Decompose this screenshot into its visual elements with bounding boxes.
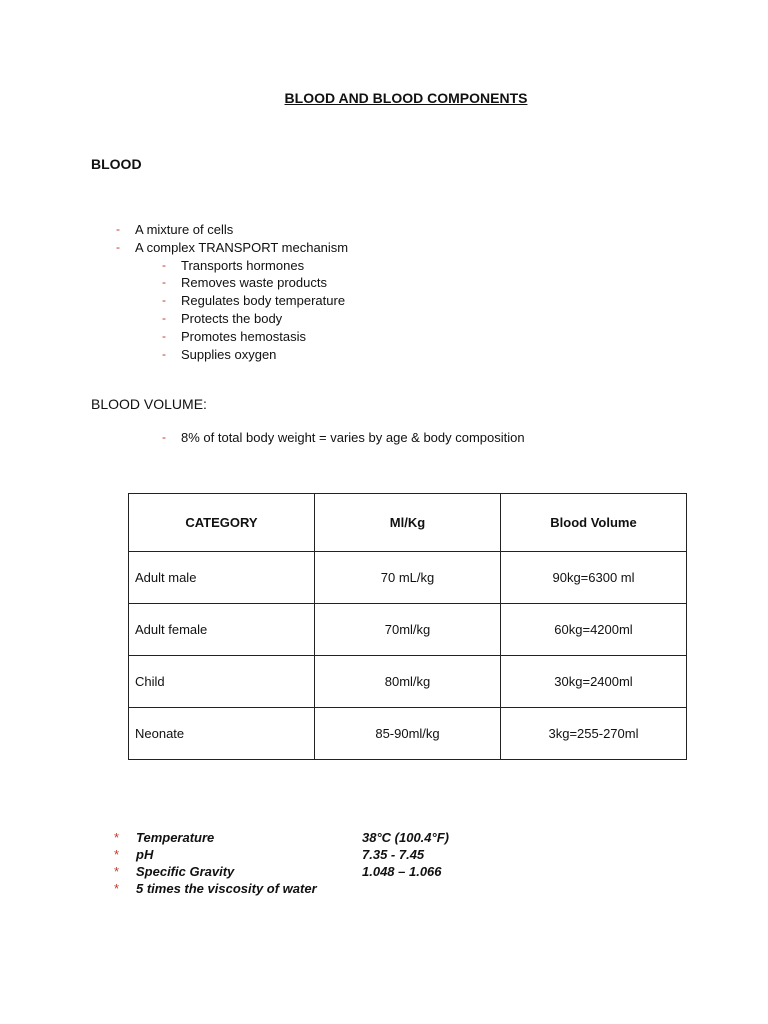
asterisk-marker: * [114,830,120,845]
cell-blood-volume: 30kg=2400ml [501,656,687,708]
blood-properties-list [114,829,449,897]
property-value: 38°C (100.4°F) [362,830,449,845]
cell-blood-volume: 60kg=4200ml [501,604,687,656]
table-row [129,604,687,656]
property-viscosity [114,880,317,897]
blood-bullet-list [116,221,348,363]
blood-volume-heading: BLOOD VOLUME: [91,396,207,412]
list-item: - A mixture of cells [116,222,234,237]
bullet-marker: - [162,293,166,308]
blood-volume-list [162,429,525,447]
header-category: CATEGORY [129,494,315,552]
document-title: BLOOD AND BLOOD COMPONENTS [284,90,528,106]
cell-blood-volume: 90kg=6300 ml [501,552,687,604]
cell-ml-kg: 80ml/kg [315,656,501,708]
asterisk-marker: * [114,864,120,879]
asterisk-marker: * [114,881,120,896]
cell-category: Adult male [129,552,315,604]
bullet-marker: - [162,328,166,343]
transport-sub-list [162,257,348,364]
bullet-marker: - [162,346,166,361]
list-item: - Promotes hemostasis [162,328,306,344]
property-specific-gravity [114,863,442,880]
property-label: Temperature [136,830,215,845]
bullet-marker: - [116,222,120,236]
cell-blood-volume: 3kg=255-270ml [501,708,687,760]
list-item: - Transports hormones [162,257,305,273]
table-row [129,708,687,760]
list-item: - 8% of total body weight = varies by age & body composition [162,430,525,445]
list-item: - Supplies oxygen [162,346,277,362]
section-heading-blood: BLOOD [91,156,142,172]
cell-category: Child [129,656,315,708]
header-ml-kg: Ml/Kg [315,494,501,552]
list-item: - Protects the body [162,310,283,326]
list-item: - A complex TRANSPORT mechanism [116,239,349,255]
header-blood-volume: Blood Volume [501,494,687,552]
bullet-marker: - [162,430,166,444]
property-ph [114,846,425,863]
property-value: 1.048 – 1.066 [362,864,442,879]
cell-ml-kg: 85-90ml/kg [315,708,501,760]
list-item: - Removes waste products [162,275,327,291]
asterisk-marker: * [114,847,120,862]
table-header-row [129,494,687,552]
cell-ml-kg: 70ml/kg [315,604,501,656]
property-label: Specific Gravity [136,864,235,879]
property-temperature [114,829,449,846]
bullet-marker: - [116,239,120,254]
blood-volume-table [128,493,687,760]
cell-category: Adult female [129,604,315,656]
list-item: - Regulates body temperature [162,293,346,309]
bullet-marker: - [162,310,166,325]
cell-ml-kg: 70 mL/kg [315,552,501,604]
property-label: 5 times the viscosity of water [136,881,317,896]
bullet-marker: - [162,257,166,272]
table-row [129,552,687,604]
property-value: 7.35 - 7.45 [362,847,425,862]
cell-category: Neonate [129,708,315,760]
table-row [129,656,687,708]
bullet-marker: - [162,275,166,290]
property-label: pH [136,847,154,862]
